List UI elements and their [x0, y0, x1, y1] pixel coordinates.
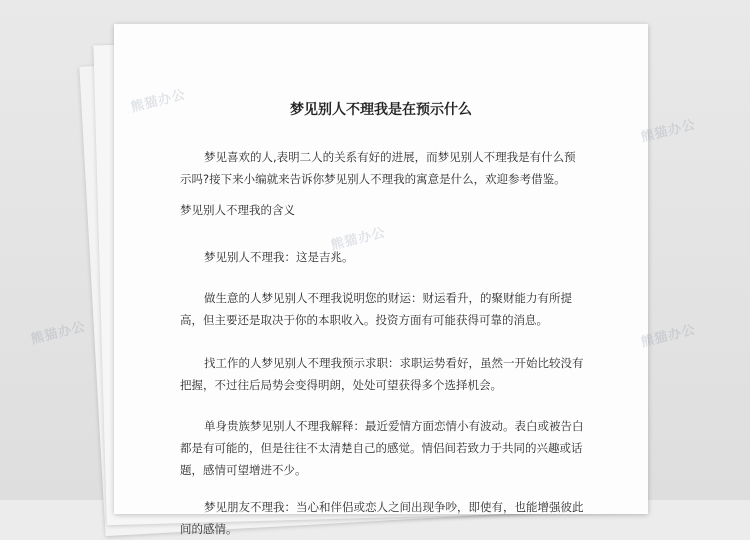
- watermark: 熊猫办公: [329, 225, 388, 254]
- document-page: [114, 24, 648, 536]
- paragraph-omen: 梦见别人不理我：这是吉兆。: [204, 250, 354, 264]
- paragraph-intro: 梦见喜欢的人,表明二人的关系有好的进展，而梦见别人不理我是有什么预示吗?接下来小编就来告诉你梦见别人不理我的寓意是什么，欢迎参考借鉴。: [180, 150, 576, 186]
- watermark: 熊猫办公: [129, 87, 188, 116]
- watermark: 熊猫办公: [29, 319, 88, 348]
- watermark: 熊猫办公: [639, 117, 698, 146]
- paragraph-job: 找工作的人梦见别人不理我预示求职：求职运势看好，虽然一开始比较没有把握，不过往后局势会变得明朗，处处可望获得多个选择机会。: [180, 356, 584, 392]
- paragraph-business: 做生意的人梦见别人不理我说明您的财运：财运看升，的聚财能力有所提高，但主要还是取决于你的本职收入。投资方面有可能获得可靠的消息。: [180, 291, 572, 327]
- watermark: 熊猫办公: [639, 322, 698, 351]
- document-title: 梦见别人不理我是在预示什么: [290, 102, 472, 118]
- section-heading: 梦见别人不理我的含义: [180, 203, 295, 217]
- paragraph-single: 单身贵族梦见别人不理我解释：最近爱情方面恋情小有波动。表白或被告白都是有可能的，但是往往不太清楚自己的感觉。情侣间若致力于共同的兴趣或话题，感情可望增进不少。: [180, 419, 584, 477]
- paragraph-friends: 梦见朋友不理我：当心和伴侣或恋人之间出现争吵，即使有，也能增强彼此间的感情。: [180, 500, 584, 536]
